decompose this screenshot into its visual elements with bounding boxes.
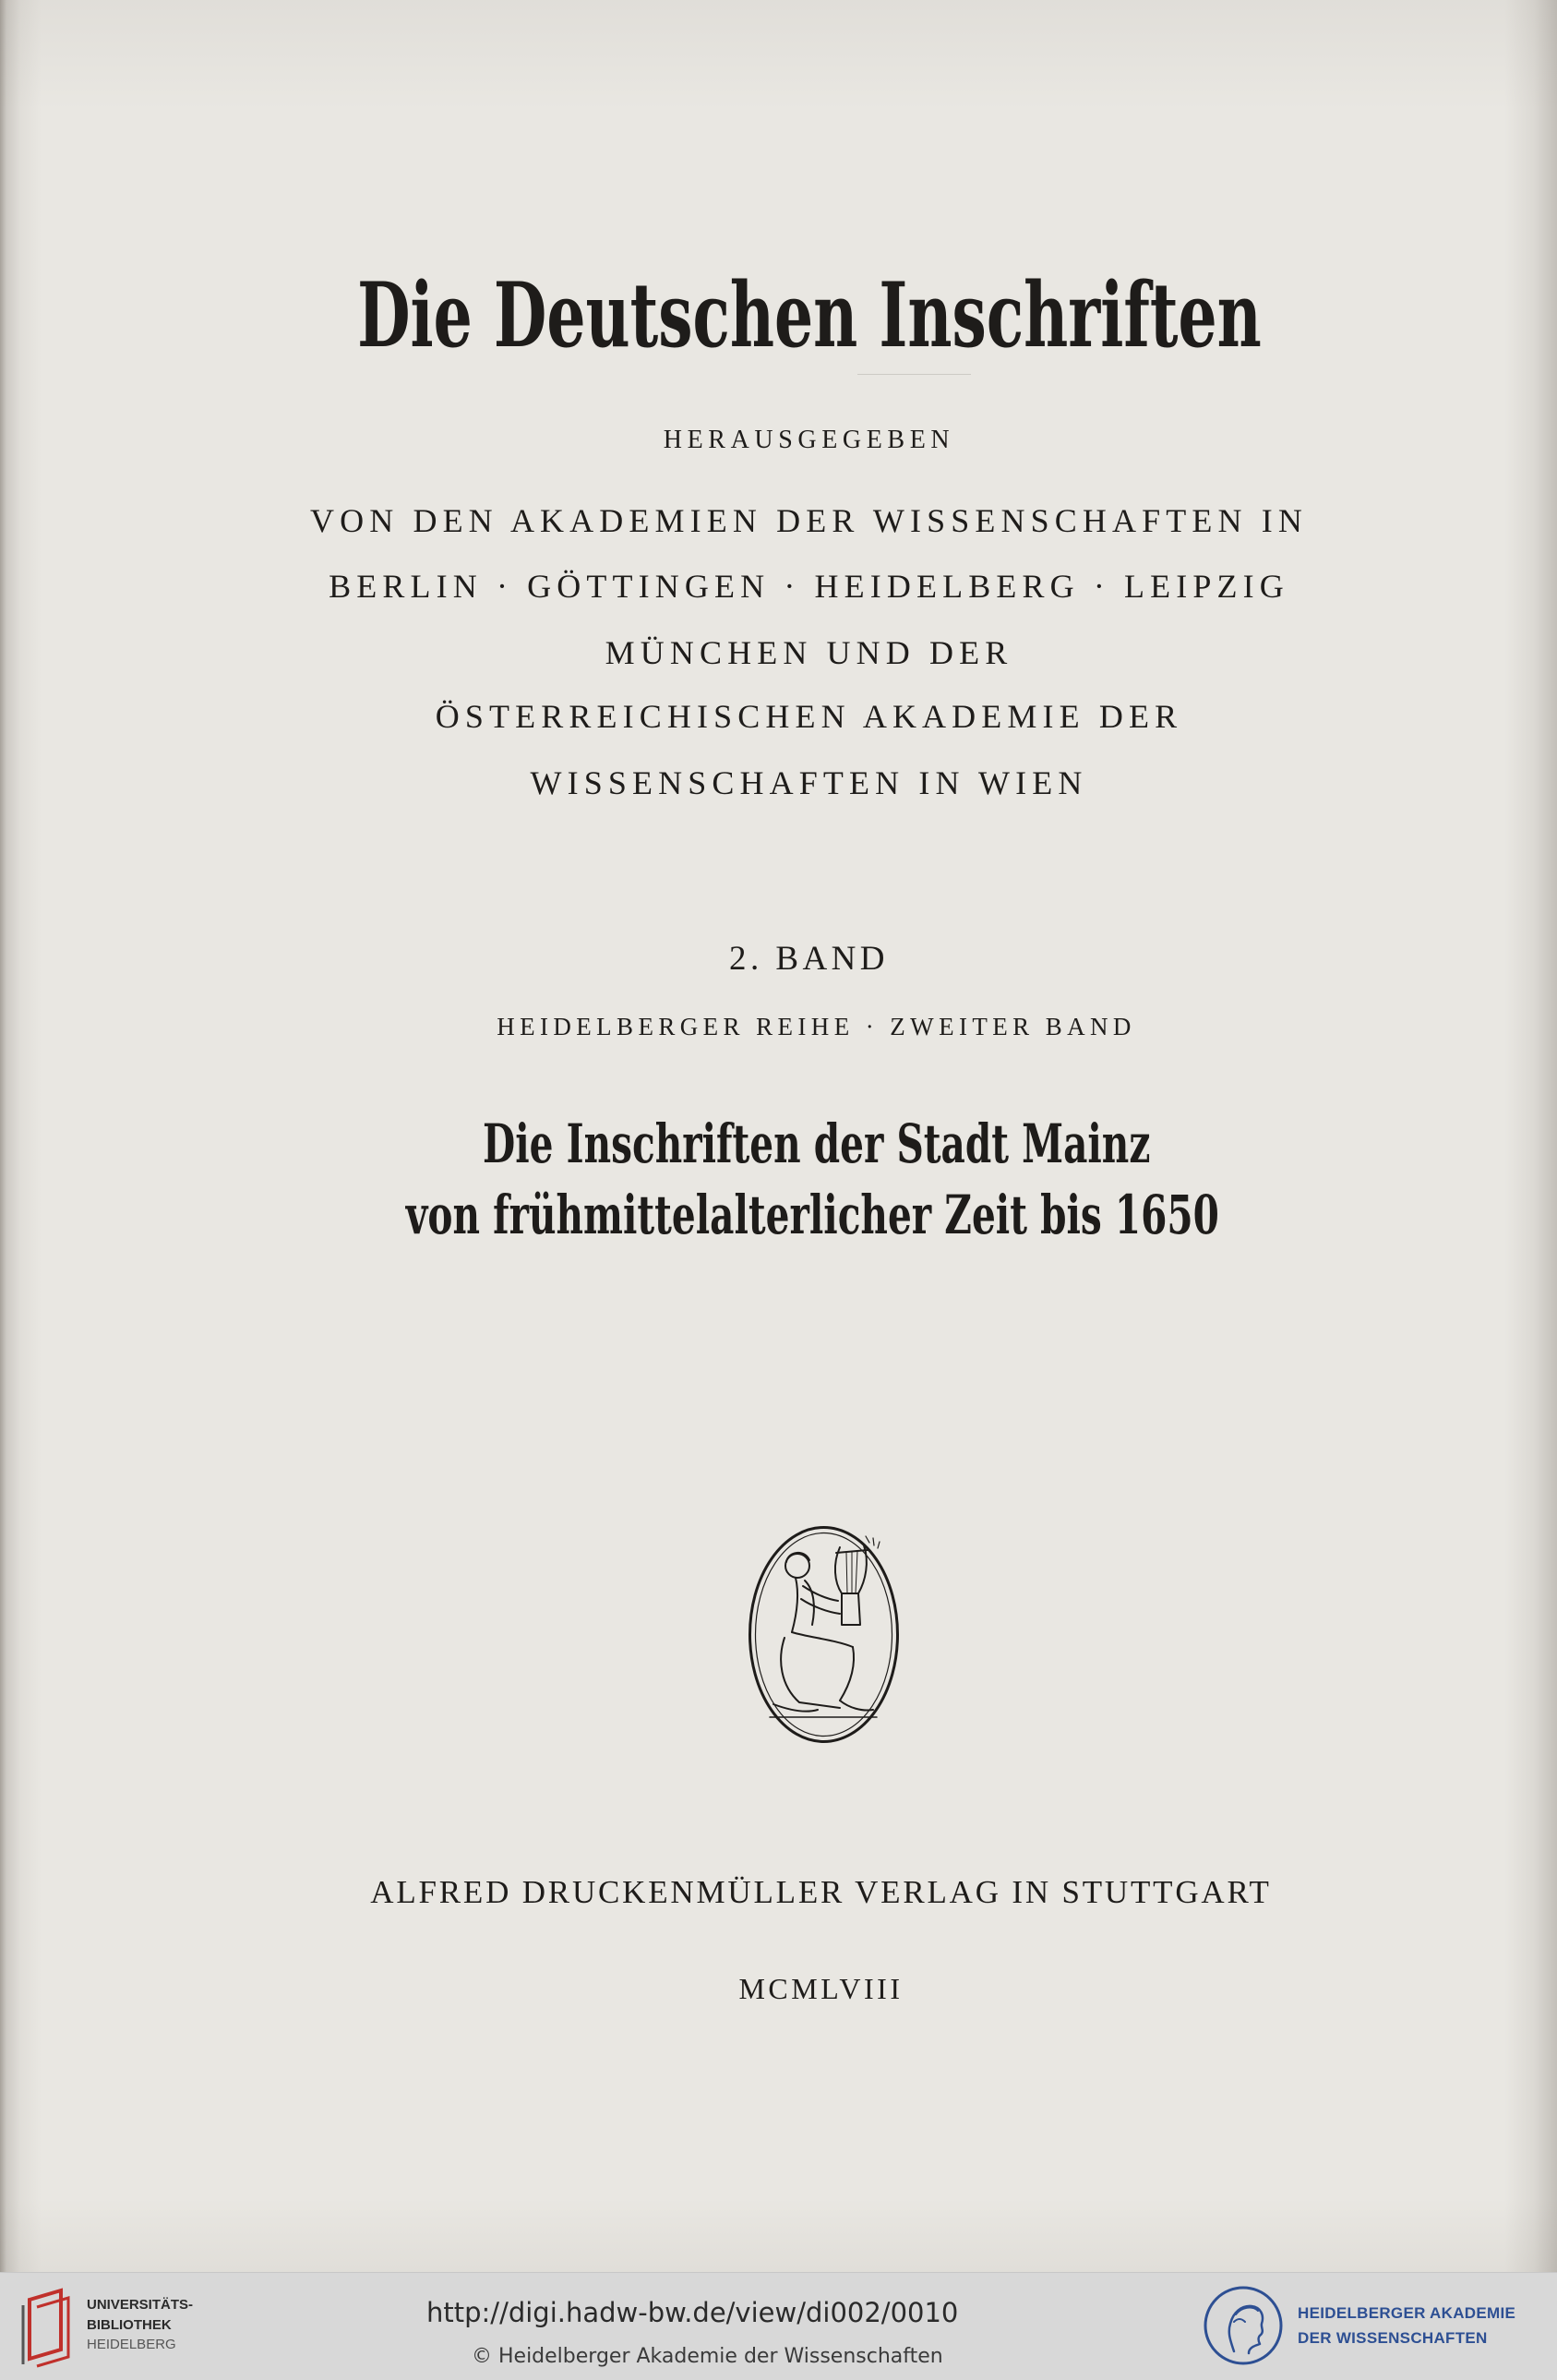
hadw-seal-logo-icon[interactable]	[1203, 2285, 1284, 2366]
figure-foot	[773, 1704, 818, 1712]
series-title	[61, 263, 1557, 367]
library-name-line[interactable]: HEIDELBERG	[87, 2337, 176, 2352]
publication-year: MCMLVIII	[738, 1972, 904, 2005]
volume-title-line	[68, 1184, 1557, 1246]
figure-leg	[781, 1638, 840, 1708]
library-name-line[interactable]: BIBLIOTHEK	[87, 2317, 172, 2333]
figure-thigh	[792, 1632, 853, 1647]
lyre-arm	[858, 1545, 867, 1593]
volume-title-text: von frühmittelalterlicher Zeit bis 1650	[405, 1184, 1220, 1246]
viewer-footer	[0, 2272, 1557, 2380]
library-name-line[interactable]: UNIVERSITÄTS-	[87, 2297, 194, 2313]
emblem-outer-ring	[750, 1528, 898, 1742]
hadw-bust-profile	[1229, 2306, 1263, 2353]
emblem-oval-frame	[750, 1528, 898, 1742]
figure-arm	[803, 1586, 838, 1601]
hadw-seal-ring	[1205, 2288, 1281, 2363]
ub-heidelberg-logo-icon[interactable]	[18, 2285, 74, 2368]
publisher-line: BERLIN · GÖTTINGEN · HEIDELBERG · LEIPZIG	[329, 568, 1289, 605]
editor-note: HERAUSGEGEBEN	[663, 426, 955, 454]
figure-back	[792, 1578, 797, 1632]
volume-title-line	[76, 1112, 1557, 1175]
lyre-strings	[846, 1551, 857, 1593]
emblem-inscription-marks	[866, 1536, 880, 1548]
publisher-line: VON DEN AKADEMIEN DER WISSENSCHAFTEN IN	[309, 502, 1308, 539]
series-title-text: Die Deutschen Inschriften	[356, 263, 1262, 367]
emblem-lyre	[835, 1536, 880, 1625]
volume-number: 2. BAND	[729, 940, 889, 978]
emblem-kneeling-figure	[770, 1553, 877, 1717]
lyre-body	[842, 1593, 860, 1625]
copyright-notice: © Heidelberger Akademie der Wissenschaften	[472, 2345, 943, 2368]
publisher-line: MÜNCHEN UND DER	[605, 634, 1013, 671]
permalink-url[interactable]: http://digi.hadw-bw.de/view/di002/0010	[426, 2297, 959, 2328]
academy-name-line[interactable]: HEIDELBERGER AKADEMIE	[1298, 2304, 1516, 2322]
lyre-arm	[835, 1547, 842, 1593]
figure-arm	[801, 1599, 840, 1614]
title-rule	[857, 374, 971, 375]
series-line: HEIDELBERGER REIHE · ZWEITER BAND	[497, 1013, 1136, 1040]
academy-name-line[interactable]: DER WISSENSCHAFTEN	[1298, 2329, 1488, 2347]
figure-shin	[840, 1647, 854, 1701]
publisher-line: ÖSTERREICHISCHEN AKADEMIE DER	[435, 698, 1183, 735]
figure-knee	[840, 1701, 873, 1711]
volume-title-text: Die Inschriften der Stadt Mainz	[482, 1112, 1151, 1175]
gem-emblem-icon	[748, 1525, 900, 1744]
publisher-imprint: ALFRED DRUCKENMÜLLER VERLAG IN STUTTGART	[370, 1874, 1272, 1910]
publisher-line: WISSENSCHAFTEN IN WIEN	[530, 764, 1088, 801]
